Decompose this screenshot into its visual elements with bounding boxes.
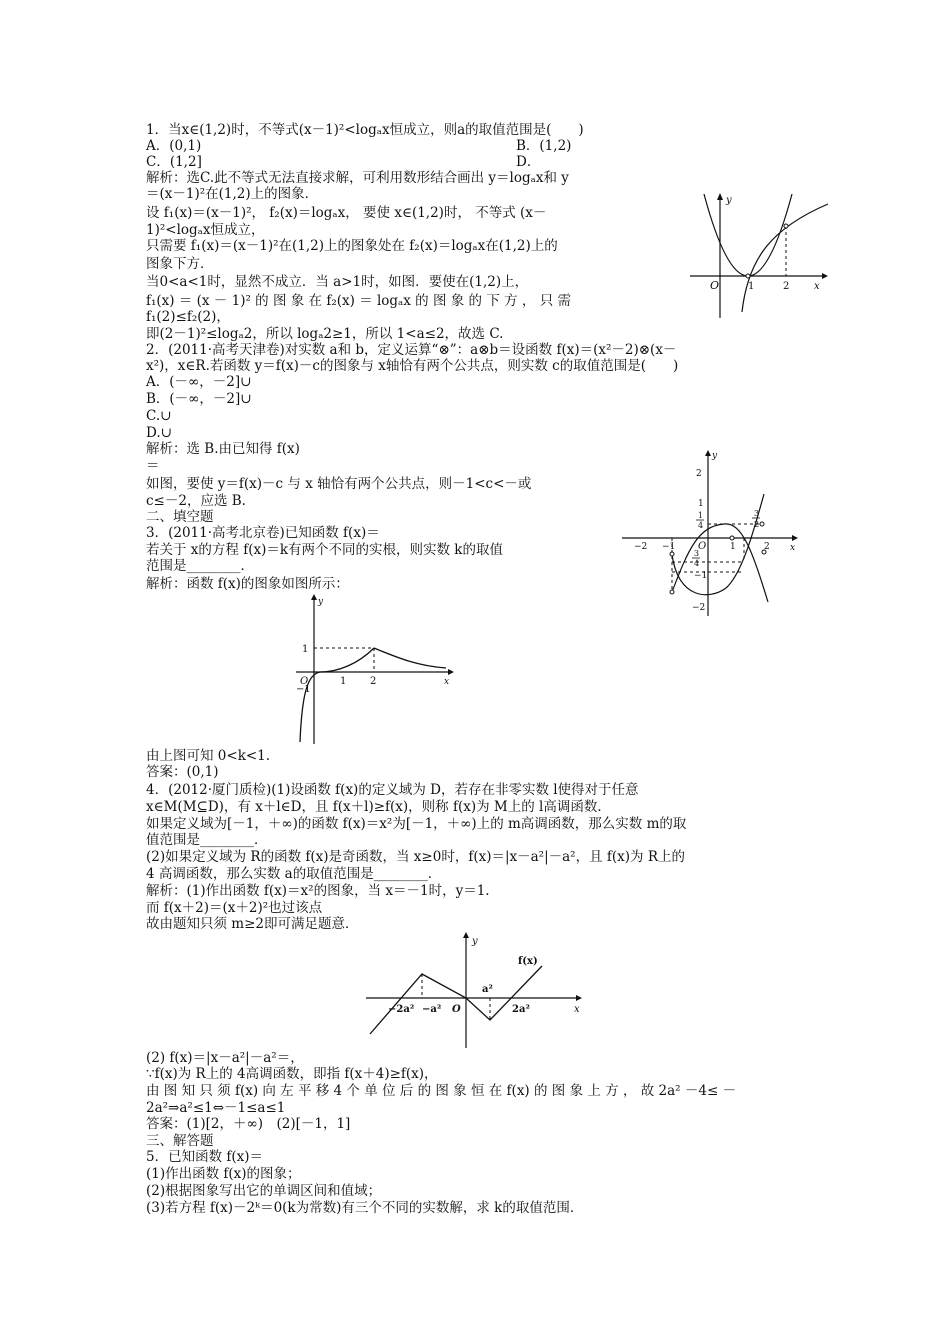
q4-solution-line: ∵f(x)为 R上的 4高调函数，即指 f(x＋4)≥f(x)， — [146, 1066, 438, 1082]
fig2-label-x: x — [790, 543, 796, 553]
fig2-tick-1: 1 — [730, 542, 736, 552]
q1-option-b: B．(1,2) — [516, 138, 572, 154]
fig1-point-1 — [746, 274, 750, 278]
q3-solution-line: 由上图可知 0<k<1. — [146, 748, 271, 764]
q1-solution-line: 解析：选C.此不等式无法直接求解，可利用数形结合画出 y＝logₐx和 y — [146, 170, 569, 186]
q4-solution-line: 而 f(x＋2)＝(x＋2)²也过该点 — [146, 900, 323, 916]
fig2-tick-y2: 2 — [696, 469, 702, 479]
q2-solution-line: c≤－2，应选 B. — [146, 493, 246, 509]
q1-solution-line: 当0<a<1时，显然不成立．当 a>1时，如图．要使在(1,2)上， — [146, 274, 529, 290]
q5-part-1: (1)作出函数 f(x)的图象； — [146, 1166, 301, 1182]
q1-solution-line: 即(2－1)²≤logₐ2，所以 logₐ2≥1，所以 1<a≤2，故选 C. — [146, 326, 504, 342]
fig3-label-o: O — [300, 676, 309, 687]
fig4-tick-a2: a² — [482, 984, 493, 995]
fig3-decay-curve — [374, 648, 446, 668]
fig1-label-o: O — [710, 279, 720, 292]
fig4-y-arrow — [463, 932, 469, 938]
q4-solution-line: 故由题知只须 m≥2即可满足题意． — [146, 916, 359, 932]
q4-stem: (2)如果定义域为 R的函数 f(x)是奇函数，当 x≥0时，f(x)＝|x－a²|－a²，且 f(x)为 R上的 — [146, 849, 685, 865]
fig4-label-o: O — [452, 1004, 461, 1015]
figure-1-log-vs-parabola — [682, 188, 832, 320]
q1-option-d: D． — [516, 154, 541, 170]
fig4-tick-m2a2: −2a² — [388, 1004, 415, 1015]
fig1-tick-2: 2 — [783, 281, 790, 292]
q4-solution-line: 由 图 知 只 须 f(x) 向 左 平 移 4 个 单 位 后 的 图 象 恒 在 f(x) 的 图 象 上 方 ， 故 2a² －4≤ － — [146, 1083, 737, 1099]
fig3-tick-m1: −1 — [296, 684, 311, 695]
fig4-polyline — [370, 966, 542, 1034]
q1-solution-line: f₁(2)≤f₂(2)， — [146, 309, 230, 325]
fig1-label-x: x — [814, 281, 820, 292]
section-fill-in: 二、填空题 — [146, 509, 214, 525]
q3-solution-line: 解析：函数 f(x)的图象如图所示： — [146, 576, 349, 592]
q2-stem: 2．(2011·高考天津卷)对实数 a和 b，定义运算“⊗”：a⊗b＝设函数 f(x)＝(x²－2)⊗(x－ — [146, 342, 677, 358]
q1-solution-line: f₁(x) ＝ (x － 1)² 的 图 象 在 f₂(x) ＝ logₐx 的 图 象 的 下 方 ， 只 需 — [146, 293, 571, 309]
fig1-x-arrow — [822, 273, 828, 279]
q2-option-d: D.∪ — [146, 425, 172, 441]
q1-solution-line: 1)²<logₐx恒成立， — [146, 222, 265, 238]
fig3-y-arrow — [311, 594, 317, 600]
fig2-frac-m34-den: 4 — [694, 559, 700, 568]
q2-option-a: A．(－∞，－2]∪ — [146, 374, 252, 390]
fig2-label-y: y — [712, 451, 718, 461]
q4-stem: 4 高调函数，那么实数 a的取值范围是________． — [146, 866, 442, 882]
q4-solution-line: 2a²⇒a²≤1⇔－1≤a≤1 — [146, 1100, 286, 1116]
fig2-tick-y1: 1 — [698, 499, 704, 509]
fig3-label-x: x — [444, 677, 450, 687]
fig2-frac-m34-num: 3 — [694, 549, 700, 558]
q1-solution-line: 设 f₁(x)＝(x－1)²， f₂(x)＝logₐx， 要使 x∈(1,2)时， 不等式 (x－ — [146, 205, 547, 221]
q4-stem: 4．(2012·厦门质检)(1)设函数 f(x)的定义域为 D，若存在非零实数 l使得对于任意 — [146, 782, 639, 798]
fig4-x-arrow — [576, 995, 582, 1001]
fig1-log-curve — [742, 204, 828, 312]
figure-3-function-graph — [288, 592, 458, 746]
fig3-cubic-curve — [320, 648, 374, 672]
q4-solution-line: (2) f(x)＝|x－a²|－a²＝， — [146, 1050, 304, 1066]
q4-stem: x∈M(M⊆D)，有 x＋l∈D，且 f(x＋l)≥f(x)，则称 f(x)为 M上的 l高调函数． — [146, 799, 611, 815]
fig2-open-point-2 — [670, 552, 674, 556]
fig3-label-y: y — [318, 597, 324, 607]
fig2-frac-14-num: 1 — [698, 511, 704, 520]
q1-solution-line: 图象下方． — [146, 256, 214, 272]
q2-stem: x²)，x∈R.若函数 y＝f(x)－c的图象与 x轴恰有两个公共点，则实数 c的取值范围是( ) — [146, 358, 679, 374]
fig4-tick-2a2: 2a² — [512, 1004, 530, 1015]
fig2-frac-32-num: 3 — [754, 509, 760, 518]
fig2-tick-m1: −1 — [662, 542, 676, 552]
fig2-open-point-5 — [730, 536, 734, 540]
q5-stem: 5．已知函数 f(x)＝ — [146, 1149, 264, 1165]
q4-answer: 答案：(1)[2，＋∞) (2)[－1，1] — [146, 1116, 351, 1132]
q3-stem: 若关于 x的方程 f(x)＝k有两个不同的实根，则实数 k的取值 — [146, 542, 503, 558]
fig2-tick-ym2: −2 — [692, 603, 706, 613]
fig4-label-y: y — [472, 936, 478, 947]
fig2-open-point-3 — [760, 522, 764, 526]
q2-option-c: C.∪ — [146, 408, 172, 424]
fig2-y-arrow — [705, 450, 711, 456]
q3-stem: 3．(2011·高考北京卷)已知函数 f(x)＝ — [146, 525, 380, 541]
fig2-open-point-1 — [670, 590, 674, 594]
fig1-point-2 — [784, 224, 788, 228]
fig1-parabola-curve — [704, 194, 792, 276]
fig3-tick-x2: 2 — [370, 676, 377, 687]
fig1-tick-1: 1 — [748, 281, 755, 292]
fig2-tick-m2: −2 — [634, 542, 648, 552]
q4-stem: 如果定义域为[－1，＋∞)的函数 f(x)＝x²为[－1，＋∞)上的 m高调函数，那么实数 m的取 — [146, 816, 687, 832]
fig2-curve-left — [672, 524, 768, 602]
fig3-tick-x1: 1 — [340, 676, 347, 687]
q1-stem: 1．当x∈(1,2)时，不等式(x－1)²<logₐx恒成立，则a的取值范围是( ) — [146, 122, 584, 138]
fig4-label-fx: f(x) — [518, 956, 538, 967]
q2-option-b: B．(－∞，－2]∪ — [146, 391, 252, 407]
fig4-tick-ma2: −a² — [422, 1004, 442, 1015]
q2-solution-line: 解析：选 B.由已知得 f(x) — [146, 441, 300, 457]
fig2-curve-right — [672, 494, 764, 595]
fig2-x-arrow — [792, 535, 798, 541]
q1-solution-line: ＝(x－1)²在(1,2)上的图象． — [146, 186, 319, 202]
q3-stem: 范围是________． — [146, 558, 254, 574]
fig2-label-o: O — [698, 541, 707, 552]
q5-part-2: (2)根据图象写出它的单调区间和值域； — [146, 1183, 382, 1199]
q3-answer: 答案：(0,1) — [146, 764, 219, 780]
q1-option-c: C．(1,2] — [146, 154, 202, 170]
fig2-frac-32-den: 2 — [754, 520, 760, 529]
figure-2-piecewise-graph — [618, 450, 802, 618]
q2-solution-line: ＝ — [146, 458, 160, 474]
q1-solution-line: 只需要 f₁(x)＝(x－1)²在(1,2)上的图象处在 f₂(x)＝logₐx在(1,2)上的 — [146, 238, 558, 254]
q2-solution-line: 如图，要使 y＝f(x)－c 与 x 轴恰有两个公共点，则－1<c<－或 — [146, 476, 532, 492]
figure-4-odd-function-graph — [362, 930, 588, 1050]
fig2-frac-14-den: 4 — [698, 521, 704, 530]
fig1-y-arrow — [717, 193, 723, 200]
fig2-tick-ym1: −1 — [694, 571, 708, 581]
fig2-tick-2: 2 — [764, 542, 770, 552]
section-solve: 三、解答题 — [146, 1133, 214, 1149]
q4-stem: 值范围是________． — [146, 832, 268, 848]
fig4-label-x: x — [574, 1004, 580, 1015]
fig3-tick-y1: 1 — [302, 644, 309, 655]
q5-part-3: (3)若方程 f(x)－2ᵏ＝0(k为常数)有三个不同的实数解，求 k的取值范围． — [146, 1200, 584, 1216]
q4-solution-line: 解析：(1)作出函数 f(x)＝x²的图象，当 x＝－1时，y＝1. — [146, 883, 490, 899]
q1-option-a: A．(0,1) — [146, 138, 202, 154]
fig1-label-y: y — [726, 195, 732, 206]
fig3-x-arrow — [448, 669, 454, 675]
